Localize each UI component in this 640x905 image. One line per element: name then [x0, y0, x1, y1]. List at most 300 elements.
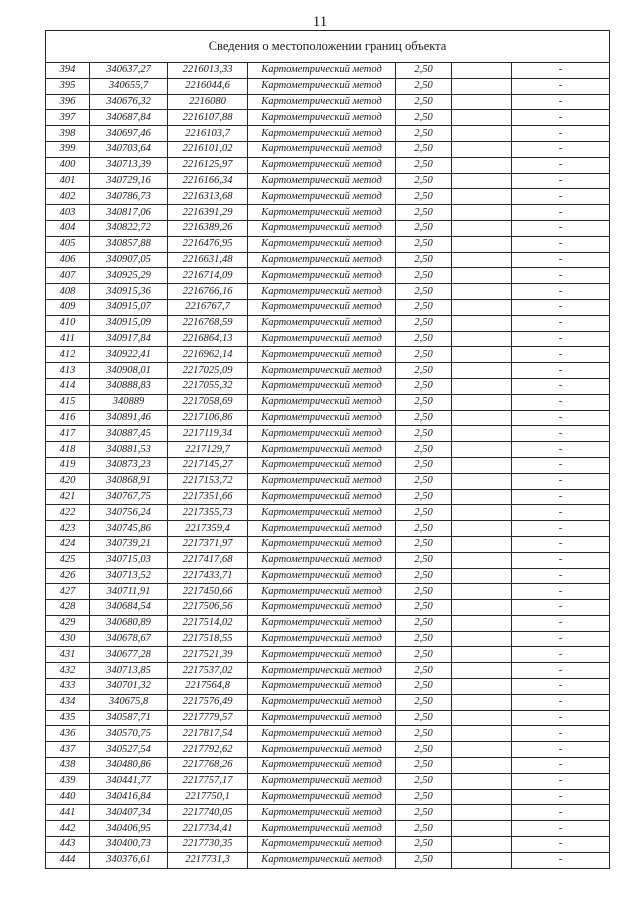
empty-cell [452, 189, 512, 205]
point-number-cell: 400 [46, 157, 90, 173]
empty-cell [452, 236, 512, 252]
y-coordinate-cell: 2217564,8 [168, 679, 248, 695]
x-coordinate-cell: 340739,21 [90, 536, 168, 552]
y-coordinate-cell: 2217537,02 [168, 663, 248, 679]
method-cell: Картометрический метод [248, 141, 396, 157]
x-coordinate-cell: 340888,83 [90, 378, 168, 394]
accuracy-cell: 2,50 [396, 378, 452, 394]
x-coordinate-cell: 340786,73 [90, 189, 168, 205]
point-number-cell: 439 [46, 773, 90, 789]
y-coordinate-cell: 2217355,73 [168, 505, 248, 521]
table-row [46, 647, 610, 663]
table-row [46, 773, 610, 789]
point-number-cell: 403 [46, 205, 90, 221]
x-coordinate-cell: 340637,27 [90, 63, 168, 79]
x-coordinate-cell: 340400,73 [90, 837, 168, 853]
method-cell: Картометрический метод [248, 426, 396, 442]
empty-cell [452, 157, 512, 173]
description-cell: - [512, 284, 610, 300]
accuracy-cell: 2,50 [396, 78, 452, 94]
x-coordinate-cell: 340881,53 [90, 442, 168, 458]
point-number-cell: 434 [46, 694, 90, 710]
empty-cell [452, 126, 512, 142]
method-cell: Картометрический метод [248, 110, 396, 126]
x-coordinate-cell: 340570,75 [90, 726, 168, 742]
accuracy-cell: 2,50 [396, 852, 452, 868]
accuracy-cell: 2,50 [396, 141, 452, 157]
y-coordinate-cell: 2216767,7 [168, 299, 248, 315]
method-cell: Картометрический метод [248, 726, 396, 742]
method-cell: Картометрический метод [248, 805, 396, 821]
point-number-cell: 394 [46, 63, 90, 79]
y-coordinate-cell: 2216631,48 [168, 252, 248, 268]
accuracy-cell: 2,50 [396, 63, 452, 79]
x-coordinate-cell: 340701,32 [90, 679, 168, 695]
empty-cell [452, 426, 512, 442]
point-number-cell: 444 [46, 852, 90, 868]
table-row [46, 236, 610, 252]
x-coordinate-cell: 340922,41 [90, 347, 168, 363]
y-coordinate-cell: 2217521,39 [168, 647, 248, 663]
description-cell: - [512, 742, 610, 758]
point-number-cell: 413 [46, 363, 90, 379]
table-row [46, 837, 610, 853]
description-cell: - [512, 126, 610, 142]
table-row [46, 821, 610, 837]
x-coordinate-cell: 340767,75 [90, 489, 168, 505]
y-coordinate-cell: 2216101,02 [168, 141, 248, 157]
description-cell: - [512, 679, 610, 695]
table-row [46, 600, 610, 616]
x-coordinate-cell: 340907,05 [90, 252, 168, 268]
method-cell: Картометрический метод [248, 505, 396, 521]
table-row [46, 347, 610, 363]
x-coordinate-cell: 340680,89 [90, 615, 168, 631]
description-cell: - [512, 268, 610, 284]
table-row [46, 489, 610, 505]
method-cell: Картометрический метод [248, 268, 396, 284]
point-number-cell: 419 [46, 457, 90, 473]
method-cell: Картометрический метод [248, 189, 396, 205]
accuracy-cell: 2,50 [396, 663, 452, 679]
y-coordinate-cell: 2217450,66 [168, 584, 248, 600]
x-coordinate-cell: 340822,72 [90, 220, 168, 236]
empty-cell [452, 94, 512, 110]
description-cell: - [512, 489, 610, 505]
y-coordinate-cell: 2217740,05 [168, 805, 248, 821]
accuracy-cell: 2,50 [396, 758, 452, 774]
method-cell: Картометрический метод [248, 363, 396, 379]
x-coordinate-cell: 340817,06 [90, 205, 168, 221]
description-cell: - [512, 94, 610, 110]
x-coordinate-cell: 340915,09 [90, 315, 168, 331]
boundary-coordinates-table [45, 30, 610, 869]
point-number-cell: 438 [46, 758, 90, 774]
x-coordinate-cell: 340917,84 [90, 331, 168, 347]
table-row [46, 584, 610, 600]
accuracy-cell: 2,50 [396, 331, 452, 347]
point-number-cell: 406 [46, 252, 90, 268]
method-cell: Картометрический метод [248, 489, 396, 505]
point-number-cell: 416 [46, 410, 90, 426]
accuracy-cell: 2,50 [396, 252, 452, 268]
accuracy-cell: 2,50 [396, 299, 452, 315]
x-coordinate-cell: 340887,45 [90, 426, 168, 442]
method-cell: Картометрический метод [248, 457, 396, 473]
description-cell: - [512, 394, 610, 410]
empty-cell [452, 852, 512, 868]
empty-cell [452, 837, 512, 853]
y-coordinate-cell: 2216313,68 [168, 189, 248, 205]
description-cell: - [512, 773, 610, 789]
empty-cell [452, 63, 512, 79]
x-coordinate-cell: 340376,61 [90, 852, 168, 868]
accuracy-cell: 2,50 [396, 473, 452, 489]
method-cell: Картометрический метод [248, 442, 396, 458]
empty-cell [452, 442, 512, 458]
point-number-cell: 422 [46, 505, 90, 521]
y-coordinate-cell: 2217055,32 [168, 378, 248, 394]
accuracy-cell: 2,50 [396, 568, 452, 584]
method-cell: Картометрический метод [248, 742, 396, 758]
table-row [46, 394, 610, 410]
method-cell: Картометрический метод [248, 600, 396, 616]
table-title: Сведения о местоположении границ объекта [46, 31, 610, 63]
description-cell: - [512, 173, 610, 189]
table-row [46, 805, 610, 821]
description-cell: - [512, 189, 610, 205]
table-row [46, 521, 610, 537]
accuracy-cell: 2,50 [396, 742, 452, 758]
empty-cell [452, 742, 512, 758]
method-cell: Картометрический метод [248, 773, 396, 789]
method-cell: Картометрический метод [248, 473, 396, 489]
y-coordinate-cell: 2216103,7 [168, 126, 248, 142]
method-cell: Картометрический метод [248, 331, 396, 347]
y-coordinate-cell: 2217734,41 [168, 821, 248, 837]
x-coordinate-cell: 340756,24 [90, 505, 168, 521]
point-number-cell: 417 [46, 426, 90, 442]
y-coordinate-cell: 2216864,13 [168, 331, 248, 347]
point-number-cell: 410 [46, 315, 90, 331]
table-row [46, 378, 610, 394]
method-cell: Картометрический метод [248, 789, 396, 805]
point-number-cell: 435 [46, 710, 90, 726]
point-number-cell: 433 [46, 679, 90, 695]
description-cell: - [512, 821, 610, 837]
point-number-cell: 405 [46, 236, 90, 252]
description-cell: - [512, 347, 610, 363]
table-row [46, 742, 610, 758]
description-cell: - [512, 647, 610, 663]
x-coordinate-cell: 340715,03 [90, 552, 168, 568]
y-coordinate-cell: 2216476,95 [168, 236, 248, 252]
x-coordinate-cell: 340713,85 [90, 663, 168, 679]
point-number-cell: 426 [46, 568, 90, 584]
point-number-cell: 436 [46, 726, 90, 742]
y-coordinate-cell: 2217757,17 [168, 773, 248, 789]
y-coordinate-cell: 2217576,49 [168, 694, 248, 710]
table-row [46, 789, 610, 805]
table-row [46, 457, 610, 473]
table-row [46, 710, 610, 726]
point-number-cell: 443 [46, 837, 90, 853]
method-cell: Картометрический метод [248, 126, 396, 142]
y-coordinate-cell: 2216389,26 [168, 220, 248, 236]
description-cell: - [512, 205, 610, 221]
x-coordinate-cell: 340676,32 [90, 94, 168, 110]
y-coordinate-cell: 2217514,02 [168, 615, 248, 631]
method-cell: Картометрический метод [248, 663, 396, 679]
table-row [46, 141, 610, 157]
method-cell: Картометрический метод [248, 252, 396, 268]
empty-cell [452, 268, 512, 284]
description-cell: - [512, 157, 610, 173]
accuracy-cell: 2,50 [396, 315, 452, 331]
point-number-cell: 437 [46, 742, 90, 758]
empty-cell [452, 663, 512, 679]
y-coordinate-cell: 2216768,59 [168, 315, 248, 331]
x-coordinate-cell: 340915,07 [90, 299, 168, 315]
description-cell: - [512, 426, 610, 442]
description-cell: - [512, 220, 610, 236]
y-coordinate-cell: 2217129,7 [168, 442, 248, 458]
x-coordinate-cell: 340857,88 [90, 236, 168, 252]
method-cell: Картометрический метод [248, 220, 396, 236]
accuracy-cell: 2,50 [396, 805, 452, 821]
table-row [46, 615, 610, 631]
accuracy-cell: 2,50 [396, 126, 452, 142]
point-number-cell: 420 [46, 473, 90, 489]
x-coordinate-cell: 340713,39 [90, 157, 168, 173]
x-coordinate-cell: 340868,91 [90, 473, 168, 489]
method-cell: Картометрический метод [248, 347, 396, 363]
accuracy-cell: 2,50 [396, 220, 452, 236]
description-cell: - [512, 600, 610, 616]
x-coordinate-cell: 340677,28 [90, 647, 168, 663]
description-cell: - [512, 694, 610, 710]
method-cell: Картометрический метод [248, 584, 396, 600]
x-coordinate-cell: 340678,67 [90, 631, 168, 647]
y-coordinate-cell: 2217417,68 [168, 552, 248, 568]
empty-cell [452, 694, 512, 710]
method-cell: Картометрический метод [248, 758, 396, 774]
table-row [46, 663, 610, 679]
point-number-cell: 408 [46, 284, 90, 300]
y-coordinate-cell: 2217371,97 [168, 536, 248, 552]
method-cell: Картометрический метод [248, 378, 396, 394]
empty-cell [452, 173, 512, 189]
point-number-cell: 395 [46, 78, 90, 94]
accuracy-cell: 2,50 [396, 694, 452, 710]
empty-cell [452, 110, 512, 126]
y-coordinate-cell: 2216107,88 [168, 110, 248, 126]
y-coordinate-cell: 2217506,56 [168, 600, 248, 616]
description-cell: - [512, 78, 610, 94]
point-number-cell: 404 [46, 220, 90, 236]
table-row [46, 552, 610, 568]
table-row [46, 94, 610, 110]
description-cell: - [512, 631, 610, 647]
x-coordinate-cell: 340889 [90, 394, 168, 410]
method-cell: Картометрический метод [248, 694, 396, 710]
point-number-cell: 442 [46, 821, 90, 837]
table-row [46, 442, 610, 458]
method-cell: Картометрический метод [248, 173, 396, 189]
empty-cell [452, 789, 512, 805]
y-coordinate-cell: 2216125,97 [168, 157, 248, 173]
method-cell: Картометрический метод [248, 521, 396, 537]
accuracy-cell: 2,50 [396, 205, 452, 221]
table-row [46, 631, 610, 647]
x-coordinate-cell: 340711,91 [90, 584, 168, 600]
empty-cell [452, 394, 512, 410]
accuracy-cell: 2,50 [396, 821, 452, 837]
x-coordinate-cell: 340406,95 [90, 821, 168, 837]
y-coordinate-cell: 2216391,29 [168, 205, 248, 221]
method-cell: Картометрический метод [248, 536, 396, 552]
accuracy-cell: 2,50 [396, 457, 452, 473]
point-number-cell: 421 [46, 489, 90, 505]
empty-cell [452, 710, 512, 726]
empty-cell [452, 584, 512, 600]
point-number-cell: 424 [46, 536, 90, 552]
method-cell: Картометрический метод [248, 837, 396, 853]
y-coordinate-cell: 2217025,09 [168, 363, 248, 379]
accuracy-cell: 2,50 [396, 410, 452, 426]
method-cell: Картометрический метод [248, 410, 396, 426]
empty-cell [452, 805, 512, 821]
description-cell: - [512, 141, 610, 157]
description-cell: - [512, 837, 610, 853]
table-row [46, 252, 610, 268]
empty-cell [452, 615, 512, 631]
point-number-cell: 402 [46, 189, 90, 205]
point-number-cell: 428 [46, 600, 90, 616]
x-coordinate-cell: 340441,77 [90, 773, 168, 789]
table-row [46, 189, 610, 205]
table-row [46, 331, 610, 347]
x-coordinate-cell: 340915,36 [90, 284, 168, 300]
y-coordinate-cell: 2216962,14 [168, 347, 248, 363]
table-row [46, 726, 610, 742]
y-coordinate-cell: 2217145,27 [168, 457, 248, 473]
empty-cell [452, 315, 512, 331]
empty-cell [452, 568, 512, 584]
description-cell: - [512, 852, 610, 868]
point-number-cell: 441 [46, 805, 90, 821]
description-cell: - [512, 552, 610, 568]
method-cell: Картометрический метод [248, 552, 396, 568]
point-number-cell: 429 [46, 615, 90, 631]
empty-cell [452, 536, 512, 552]
point-number-cell: 425 [46, 552, 90, 568]
method-cell: Картометрический метод [248, 78, 396, 94]
empty-cell [452, 773, 512, 789]
description-cell: - [512, 584, 610, 600]
table-body [46, 63, 610, 869]
description-cell: - [512, 110, 610, 126]
table-row [46, 220, 610, 236]
table-row [46, 852, 610, 868]
x-coordinate-cell: 340587,71 [90, 710, 168, 726]
method-cell: Картометрический метод [248, 821, 396, 837]
description-cell: - [512, 331, 610, 347]
accuracy-cell: 2,50 [396, 157, 452, 173]
accuracy-cell: 2,50 [396, 505, 452, 521]
empty-cell [452, 410, 512, 426]
accuracy-cell: 2,50 [396, 679, 452, 695]
point-number-cell: 432 [46, 663, 90, 679]
empty-cell [452, 363, 512, 379]
accuracy-cell: 2,50 [396, 94, 452, 110]
y-coordinate-cell: 2217119,34 [168, 426, 248, 442]
point-number-cell: 399 [46, 141, 90, 157]
accuracy-cell: 2,50 [396, 236, 452, 252]
accuracy-cell: 2,50 [396, 347, 452, 363]
y-coordinate-cell: 2217359,4 [168, 521, 248, 537]
y-coordinate-cell: 2217153,72 [168, 473, 248, 489]
description-cell: - [512, 615, 610, 631]
accuracy-cell: 2,50 [396, 710, 452, 726]
accuracy-cell: 2,50 [396, 426, 452, 442]
x-coordinate-cell: 340655,7 [90, 78, 168, 94]
empty-cell [452, 205, 512, 221]
accuracy-cell: 2,50 [396, 189, 452, 205]
table-row [46, 126, 610, 142]
x-coordinate-cell: 340675,8 [90, 694, 168, 710]
accuracy-cell: 2,50 [396, 268, 452, 284]
x-coordinate-cell: 340891,46 [90, 410, 168, 426]
table-row [46, 315, 610, 331]
point-number-cell: 396 [46, 94, 90, 110]
x-coordinate-cell: 340480,86 [90, 758, 168, 774]
x-coordinate-cell: 340684,54 [90, 600, 168, 616]
table-row [46, 63, 610, 79]
accuracy-cell: 2,50 [396, 284, 452, 300]
empty-cell [452, 457, 512, 473]
table-row [46, 694, 610, 710]
accuracy-cell: 2,50 [396, 536, 452, 552]
method-cell: Картометрический метод [248, 394, 396, 410]
description-cell: - [512, 758, 610, 774]
y-coordinate-cell: 2217058,69 [168, 394, 248, 410]
accuracy-cell: 2,50 [396, 631, 452, 647]
table-row [46, 205, 610, 221]
method-cell: Картометрический метод [248, 157, 396, 173]
accuracy-cell: 2,50 [396, 584, 452, 600]
empty-cell [452, 78, 512, 94]
table-row [46, 568, 610, 584]
y-coordinate-cell: 2217730,35 [168, 837, 248, 853]
description-cell: - [512, 473, 610, 489]
accuracy-cell: 2,50 [396, 394, 452, 410]
table-title-row [46, 31, 610, 63]
description-cell: - [512, 410, 610, 426]
empty-cell [452, 252, 512, 268]
table-row [46, 268, 610, 284]
empty-cell [452, 726, 512, 742]
accuracy-cell: 2,50 [396, 615, 452, 631]
x-coordinate-cell: 340873,23 [90, 457, 168, 473]
description-cell: - [512, 805, 610, 821]
page-number: 11 [312, 14, 328, 30]
y-coordinate-cell: 2216080 [168, 94, 248, 110]
point-number-cell: 440 [46, 789, 90, 805]
method-cell: Картометрический метод [248, 205, 396, 221]
method-cell: Картометрический метод [248, 615, 396, 631]
method-cell: Картометрический метод [248, 631, 396, 647]
